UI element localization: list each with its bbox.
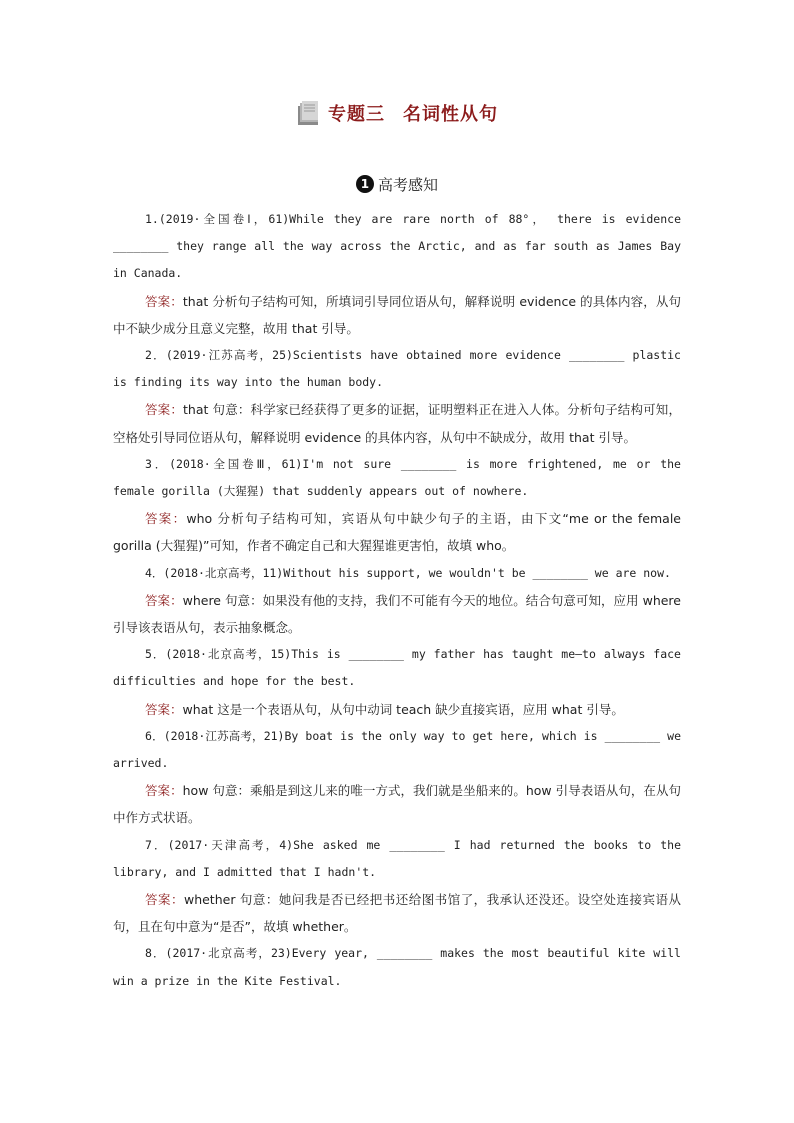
section-heading [0,173,794,195]
book-icon [296,100,320,126]
question-2: 2．(2019·江苏高考，25)Scientists have obtained more evidence ________ plastic is finding its way into the human body. [113,348,681,390]
title-row [0,100,794,130]
answer-4 [113,587,681,641]
question-7: 7．(2017·天津高考，4)She asked me ________ I had returned the books to the library, and I admitted that I hadn't. [113,837,681,879]
answer-label: 答案： [145,402,183,418]
answer-3 [113,505,681,559]
answer-label: 答案： [145,701,183,717]
answer-text: whether 句意：她问我是否已经把书还给图书馆了，我承认还没还。设空处连接宾语从句，且在句中意为“是否”，故填 whether。 [113,892,681,935]
answer-text: how 句意：乘船是到这儿来的唯一方式，我们就是坐船来的。how 引导表语从句，在从句中作方式状语。 [113,783,681,826]
question-3: 3．(2018·全国卷Ⅲ，61)I'm not sure ________ is more frightened, me or the female gorilla (大猩猩) that suddenly appears out of nowhere. [113,456,681,499]
answer-7 [113,886,681,940]
question-list [113,206,681,995]
question-1: 1.(2019·全国卷Ⅰ，61)While they are rare north of 88°， there is evidence ________ they range all the way across the Arctic, and as far south as James Bay in Canada. [113,212,681,281]
title-part2: 名词性从句 [403,104,498,125]
answer-text: that 分析句子结构可知，所填词引导同位语从句，解释说明 evidence 的具体内容，从句中不缺少成分且意义完整，故用 that 引导。 [113,293,681,336]
answer-6 [113,777,681,831]
question-5: 5．(2018·北京高考，15)This is ________ my father has taught me—to always face difficulties and hope for the best. [113,647,681,689]
section-number-badge: 1 [356,175,374,193]
answer-label: 答案： [145,293,183,309]
answer-text: what 这是一个表语从句，从句中动词 teach 缺少直接宾语，应用 what 引导。 [182,701,624,717]
section-label: 高考感知 [377,175,438,194]
question-4: 4．(2018·北京高考，11)Without his support, we wouldn't be ________ we are now. [145,565,671,580]
answer-label: 答案： [145,783,183,799]
answer-label: 答案： [145,592,183,608]
answer-label: 答案： [145,892,184,908]
answer-5 [113,696,681,723]
answer-2 [113,396,681,450]
question-6: 6．(2018·江苏高考，21)By boat is the only way to get here, which is ________ we arrived. [113,728,681,771]
answer-text: where 句意：如果没有他的支持，我们不可能有今天的地位。结合句意可知，应用 where 引导该表语从句，表示抽象概念。 [113,592,681,636]
answer-text: that 句意：科学家已经获得了更多的证据，证明塑料正在进入人体。分析句子结构可知，空格处引导同位语从句，解释说明 evidence 的具体内容，从句中不缺成分，故用 that 引导。 [113,402,681,445]
question-8: 8．(2017·北京高考，23)Every year, ________ makes the most beautiful kite will win a prize in the Kite Festival. [113,946,681,988]
answer-1 [113,288,681,342]
answer-label: 答案： [145,511,187,527]
title-part1: 专题三 [328,104,385,125]
answer-text: who 分析句子结构可知，宾语从句中缺少句子的主语，由下文“me or the female gorilla (大猩猩)”可知，作者不确定自己和大猩猩谁更害怕，故填 who。 [113,511,681,554]
page-title [328,100,498,126]
